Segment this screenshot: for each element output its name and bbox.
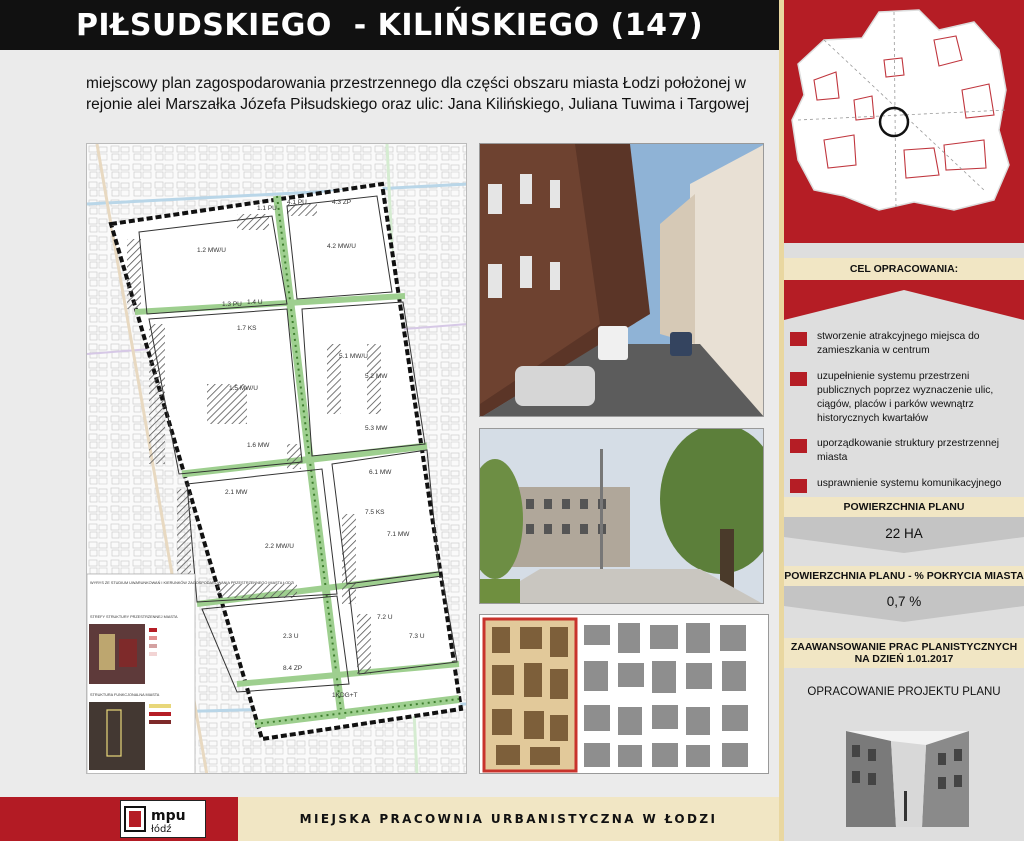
zone-label: 7.2 U [377,614,393,621]
coverage-label: POWIERZCHNIA PLANU - % POKRYCIA MIASTA [784,566,1024,586]
goal-item [790,330,1016,358]
zone-label: 4.1 PU [287,199,307,206]
goal-text: usprawnienie systemu komunikacyjnego [817,478,1002,489]
plan-comparison-image [479,614,769,774]
goal-bullet [790,372,807,386]
zone-label: 4.3 ZP [332,199,352,206]
zone-label: 1.7 KS [237,325,257,332]
goal-item [790,437,1016,465]
goal-item [790,370,1016,426]
zone-label: 8.4 ZP [283,665,303,672]
svg-text:mpu: mpu [151,808,186,824]
page-title: PIŁSUDSKIEGO - KILIŃSKIEGO (147) [0,0,779,50]
zone-label: 5.1 MW/U [339,353,368,360]
zone-label: 1.6 MW [247,442,270,449]
goal-item [790,477,1016,493]
legend-inset-title: WYRYS ZE STUDIUM UWARUNKOWAŃ I KIERUNKÓW ZAGOSPODAROWANIA PRZESTRZENNEGO MIASTA ŁODZI [90,581,295,585]
zone-label: 5.2 MW [365,373,388,380]
progress-value: OPRACOWANIE PROJEKTU PLANU [807,686,1001,698]
zone-label: 5.3 MW [365,425,388,432]
legend-inset-bottom-title: STRUKTURA FUNKCJONALNA MIASTA [90,693,160,697]
zone-label: 1.1 PU [257,205,277,212]
zone-label: 2.2 MW/U [265,543,294,550]
svg-text:łódź: łódź [151,824,172,835]
zone-label: 1.2 MW/U [197,247,226,254]
info-sidebar [784,0,1024,841]
zone-label: 7.5 KS [365,509,385,516]
goal-bullet [790,479,807,493]
zone-label: 2.3 U [283,633,299,640]
goals-header: CEL OPRACOWANIA: [784,258,1024,280]
zone-label: 1KDG+T [332,692,358,699]
area-value: 22 HA [885,526,923,541]
street-photo [479,143,764,417]
plan-description: miejscowy plan zagospodarowania przestrzennego dla części obszaru miasta Łodzi położonej w rejonie alei Marszałka Józefa Piłsudskiego oraz ulic: Jana Kilińskiego, Juliana Tuwima i Targowej [86,75,750,113]
city-location-map [784,0,1024,243]
goals-banner-chevron [784,280,1024,320]
zoning-plan-map [86,143,467,774]
zone-label: 7.3 U [409,633,425,640]
progress-label: ZAAWANSOWANIE PRAC PLANISTYCZNYCH NA DZIEŃ 1.01.2017 [784,638,1024,668]
zone-label: 4.2 MW/U [327,243,356,250]
zone-label: 1.5 MW/U [229,385,258,392]
zone-label: 7.1 MW [387,531,410,538]
goal-text: uzupełnienie systemu przestrzeni publicznych poprzez wyznaczenie ulic, ciągów, placów i parków wewnątrz historycznych kwartałów [817,371,994,424]
street-sketch-image [846,731,969,827]
area-label: POWIERZCHNIA PLANU [784,497,1024,517]
mpu-logo [120,800,206,838]
goal-bullet [790,332,807,346]
zone-label: 1.4 U [247,299,263,306]
zone-label: 1.3 PU [222,301,242,308]
zone-label: 2.1 MW [225,489,248,496]
goal-text: stworzenie atrakcyjnego miejsca do zamieszkania w centrum [817,331,980,356]
legend-inset-subtitle: STREFY STRUKTURY PRZESTRZENNEJ MIASTA [90,615,178,619]
goal-text: uporządkowanie struktury przestrzennej miasta [817,438,1000,463]
zone-label: 6.1 MW [369,469,392,476]
intersection-photo [479,428,764,604]
coverage-value: 0,7 % [886,594,922,609]
zoning-plan-drawing [87,144,467,774]
institution-name: MIEJSKA PRACOWNIA URBANISTYCZNA W ŁODZI [238,797,779,841]
goal-bullet [790,439,807,453]
